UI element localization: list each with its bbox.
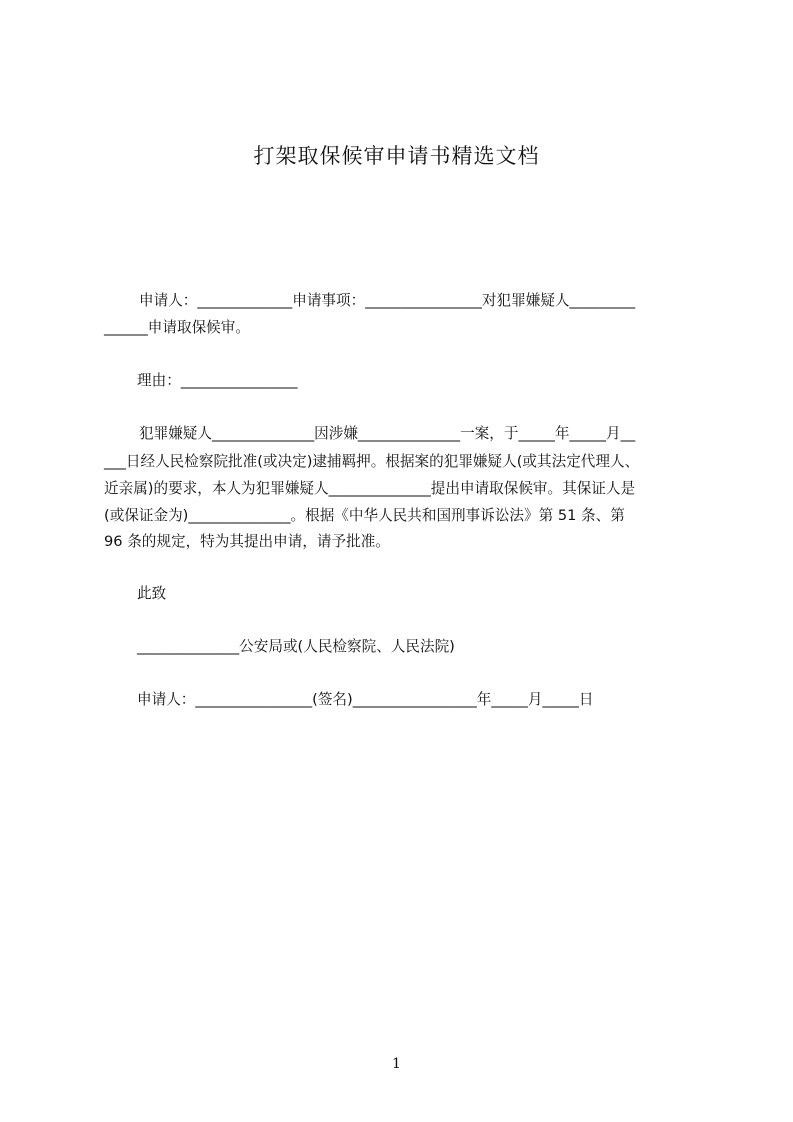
body-line-4: (或保证金为)______________。根据《中华人民共和国刑事诉讼法》第 51 条、第 <box>104 507 625 524</box>
application-line-2: ______申请取保候审。 <box>104 319 250 336</box>
addressee-line: ______________公安局或(人民检察院、人民法院) <box>137 638 455 655</box>
body-line-3: 近亲属)的要求，本人为犯罪嫌疑人______________提出申请取保候审。其保证人是 <box>104 480 636 497</box>
body-line-2: ___日经人民检察院批准(或决定)逮捕羁押。根据案的犯罪嫌疑人(或其法定代理人、 <box>104 453 640 470</box>
salutation: 此致 <box>137 585 167 602</box>
body-line-1: 犯罪嫌疑人______________因涉嫌______________一案，于_____年_____月__ <box>139 425 636 442</box>
document-title: 打架取保候审申请书精选文档 <box>253 144 540 168</box>
signature-line: 申请人：________________(签名)_________________年_____月_____日 <box>137 691 594 708</box>
body-line-5: 96 条的规定，特为其提出申请，请予批准。 <box>104 533 390 550</box>
page-number: 1 <box>392 1056 401 1072</box>
reason-line: 理由：________________ <box>137 372 298 389</box>
application-line-1: 申请人：_____________申请事项：________________对犯罪嫌疑人_________ <box>139 292 636 309</box>
